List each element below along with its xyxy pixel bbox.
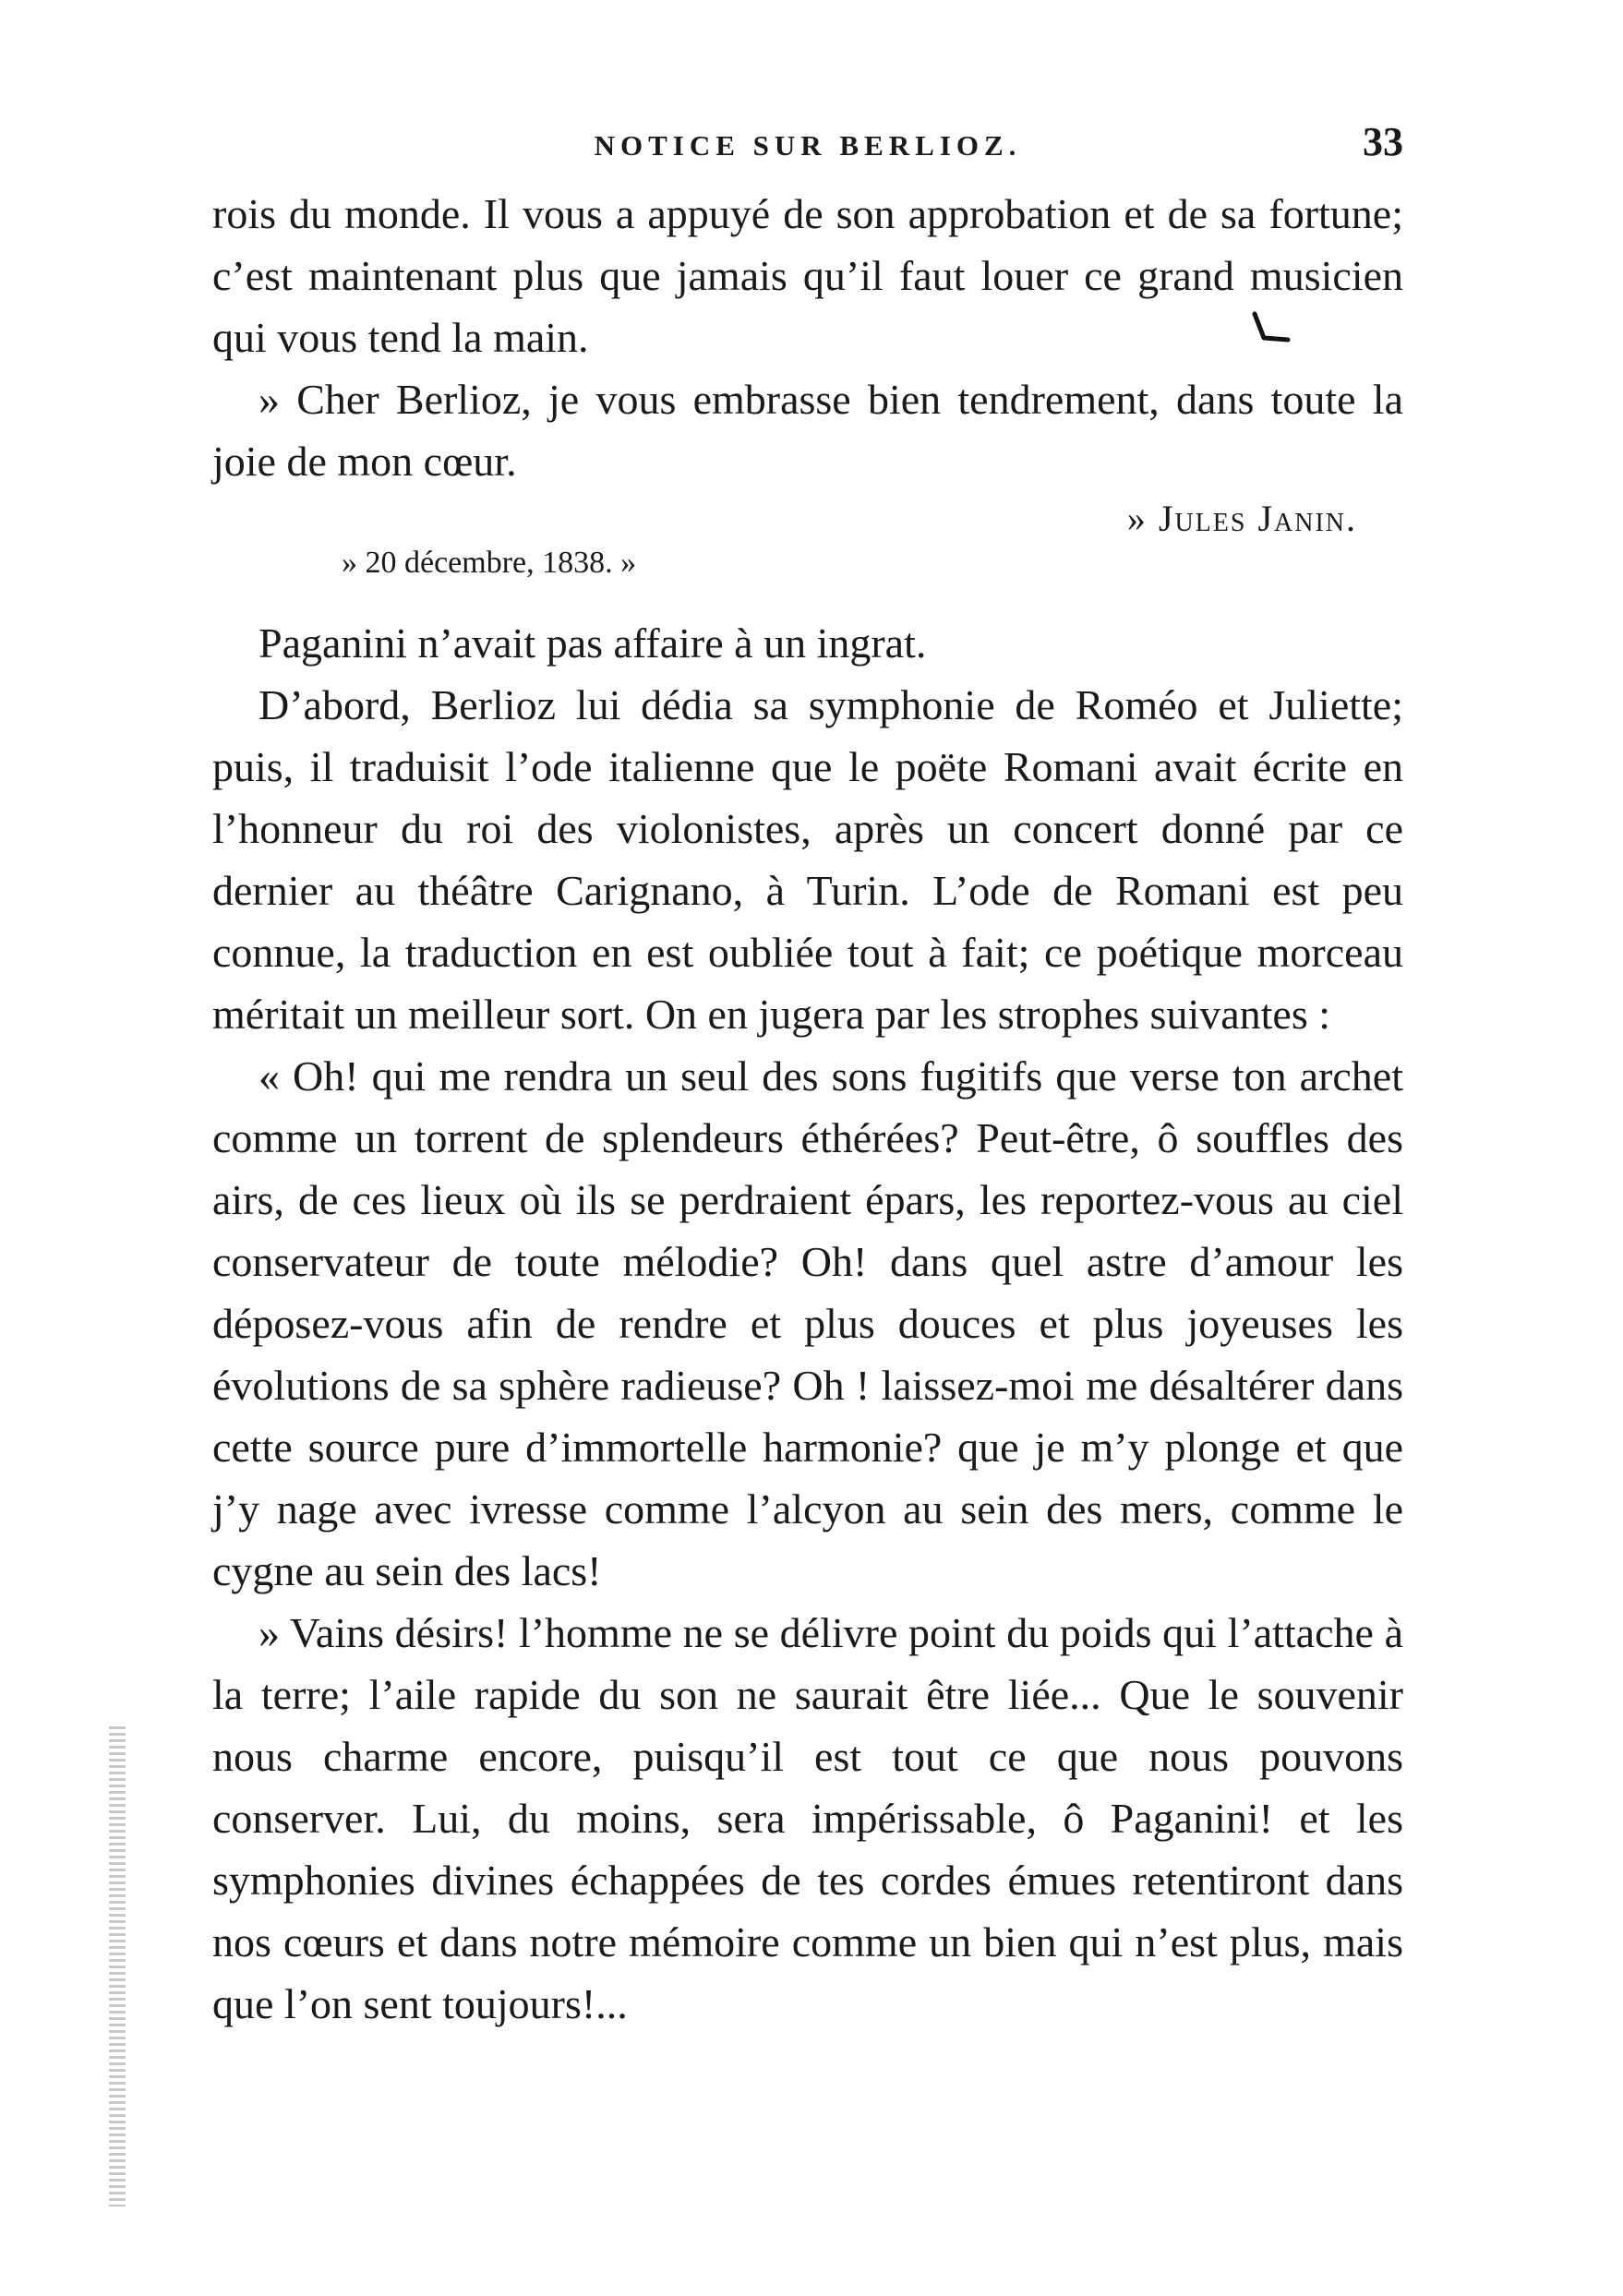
letter-signature: » Jules Janin. [1126,498,1357,539]
ode-stanza-paragraph: « Oh! qui me rendra un seul des sons fugitifs que verse ton archet comme un torrent de splendeurs éthérées? Peut-être, ô souffles des airs, de ces lieux où ils se perdraient épars, les reportez-vous au ciel conservateur de toute mélodie? Oh! dans quel astre d’amour les déposez-vous afin de rendre et plus douces et plus joyeuses les évolutions de sa sphère radieuse? Oh ! laissez-moi me désaltérer dans cette source pure d’immortelle harmonie? que je m’y plonge et que j’y nage avec ivresse comme l’alcyon au sein des mers, comme le cygne au sein des lacs! [212,1052,1403,1594]
text-block [212,183,1403,2035]
ode-stanza-paragraph: » Vains désirs! l’homme ne se délivre point du poids qui l’attache à la terre; l’aile rapide du son ne saurait être liée... Que le souvenir nous charme encore, puisqu’il est tout ce que nous pouvons conserver. Lui, du moins, sera impérissable, ô Paganini! et les symphonies divines échappées de tes cordes émues retentiront dans nos cœurs et dans notre mémoire comme un bien qui n’est plus, mais que l’on sent toujours!... [212,1609,1403,2027]
scan-edge-artifact [109,1726,126,2206]
letter-dateline: » 20 décembre, 1838. » [342,546,637,580]
running-title: NOTICE SUR BERLIOZ. [594,129,1022,162]
body-paragraph: D’abord, Berlioz lui dédia sa symphonie de Roméo et Juliette; puis, il traduisit l’ode italienne que le poëte Romani avait écrite en l’honneur du roi des violonistes, après un concert donné par ce dernier au théâtre Carignano, à Turin. L’ode de Romani est peu connue, la traduction en est oubliée tout à fait; ce poétique morceau méritait un meilleur sort. On en jugera par les strophes suivantes : [212,681,1403,1038]
letter-farewell-paragraph: » Cher Berlioz, je vous embrasse bien tendrement, dans toute la joie de mon cœur. [212,376,1403,485]
body-paragraph: Paganini n’avait pas affaire à un ingrat. [258,619,927,667]
running-head [212,118,1403,174]
letter-closing-paragraph: rois du monde. Il vous a appuyé de son approbation et de sa fortune; c’est maintenant plus que jamais qu’il faut louer ce grand musicien qui vous tend la main. [212,190,1403,361]
page-number: 33 [1363,119,1403,164]
